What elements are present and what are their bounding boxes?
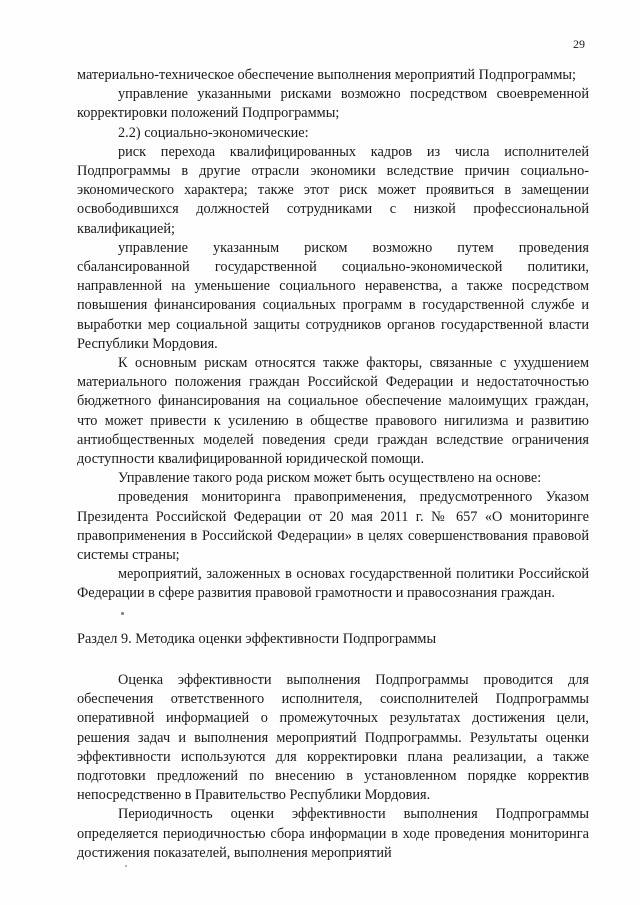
paragraph: К основным рискам относятся также факторы, связанные с ухудшением материального положения граждан Российской Федерации и недостаточностью бюджетного финансирования на социальное обеспечение малоимущих граждан, что может привести к усилению в обществе правового нигилизма и развитию антиобщественных моделей поведения среди граждан вследствие ограничения доступности квалифицированной юридической помощи. xyxy=(77,355,589,468)
paragraph: риск перехода квалифицированных кадров из числа исполнителей Подпрограммы в другие отрасли экономики вследствие причин социально-экономического характера; также этот риск может проявиться в замещении освободившихся должностей сотрудниками с низкой профессиональной квалификацией; xyxy=(77,143,589,237)
paragraph: Оценка эффективности выполнения Подпрограммы проводится для обеспечения ответственного исполнителя, соисполнителей Подпрограммы оперативной информацией о промежуточных результатах достижения цели, решения задач и выполнения мероприятий Подпрограммы. Результаты оценки эффективности используются для корректировки плана реализации, а также подготовки предложений по внесению в установленном порядке корректив непосредственно в Правительство Республики Мордовия. xyxy=(77,671,589,804)
paragraph: проведения мониторинга правоприменения, предусмотренного Указом Президента Российской Федерации от 20 мая 2011 г. № 657 «О мониторинге правоприменения в Российской Федерации» в целях совершенствования правовой системы страны; xyxy=(77,489,589,564)
paragraph: материально-техническое обеспечение выполнения мероприятий Подпрограммы; xyxy=(77,67,576,83)
paragraph: управление указанным риском возможно путем проведения сбалансированной государственной социально-экономической политики, направленной на уменьшение социального неравенства, а также посредством повышения финансирования социальных программ в государственной службе и выработки мер социальной защиты сотрудников органов государственной власти Республики Мордовия. xyxy=(77,239,589,352)
paragraph: 2.2) социально-экономические: xyxy=(118,124,309,141)
scan-speck xyxy=(121,612,124,615)
document-body xyxy=(77,66,589,863)
section-heading: Раздел 9. Методика оценки эффективности Подпрограммы xyxy=(77,630,437,647)
scan-speck xyxy=(125,865,127,867)
page-number: 29 xyxy=(573,37,585,51)
paragraph: Периодичность оценки эффективности выполнения Подпрограммы определяется периодичностью сбора информации в ходе проведения мониторинга достижения показателей, выполнения мероприятий xyxy=(77,806,589,861)
paragraph: Управление такого рода риском может быть осуществлено на основе: xyxy=(118,470,542,487)
paragraph: мероприятий, заложенных в основах государственной политики Российской Федерации в сфере развития правовой грамотности и правосознания граждан. xyxy=(77,566,589,602)
paragraph: управление указанными рисками возможно посредством своевременной корректировки положений Подпрограммы; xyxy=(77,86,589,122)
